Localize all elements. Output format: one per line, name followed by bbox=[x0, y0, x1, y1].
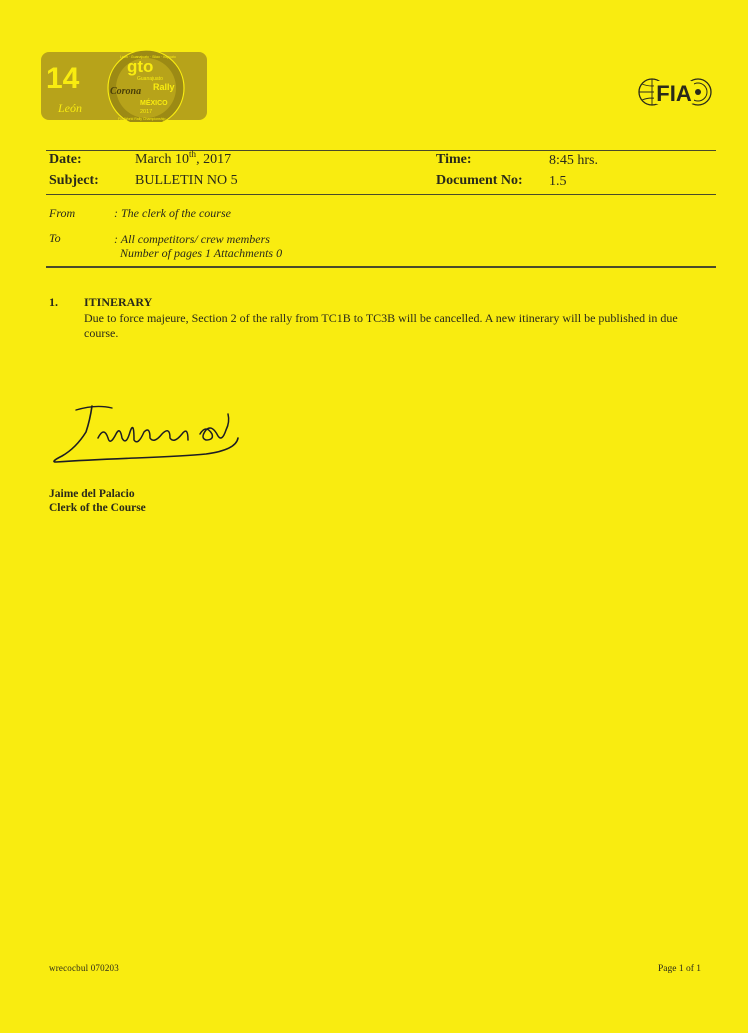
logo-sponsor-text: Corona bbox=[110, 86, 142, 97]
fia-logo-text: FIA bbox=[656, 81, 692, 106]
logo-country-text: MÉXICO bbox=[140, 100, 168, 107]
rally-mexico-logo bbox=[40, 50, 208, 122]
date-suffix: th bbox=[189, 149, 197, 159]
time-value: 8:45 hrs. bbox=[549, 153, 598, 168]
event-city-text: León bbox=[58, 101, 82, 115]
logo-year-text: 2017 bbox=[140, 109, 153, 115]
date-value bbox=[135, 149, 232, 168]
header-middle-rule bbox=[46, 194, 716, 195]
date-year: , 2017 bbox=[196, 152, 232, 167]
handwritten-signature bbox=[46, 398, 246, 473]
to-label: To bbox=[49, 231, 61, 245]
header-top-rule bbox=[46, 150, 716, 151]
logo-rally-text: Rally bbox=[153, 82, 175, 92]
logo-championship-text: FIA World Rally Championship bbox=[118, 117, 166, 121]
from-label: From bbox=[49, 206, 76, 220]
subject-value: BULLETIN NO 5 bbox=[135, 173, 238, 188]
document-number-label: Document No: bbox=[436, 173, 523, 188]
header-bottom-rule bbox=[46, 266, 716, 268]
logo-arc-text: León · Guanajuato · Silao · Irapuato bbox=[120, 55, 176, 59]
pages-attachments-line: Number of pages 1 Attachments 0 bbox=[120, 246, 283, 260]
footer-page-number: Page 1 of 1 bbox=[658, 964, 702, 974]
signatory-role: Clerk of the Course bbox=[49, 502, 146, 514]
footer-reference: wrecocbul 070203 bbox=[49, 963, 119, 973]
fia-logo bbox=[638, 68, 714, 120]
logo-brand-text: gto bbox=[127, 57, 154, 76]
time-label: Time: bbox=[436, 152, 472, 167]
section-body: Due to force majeure, Section 2 of the rally from TC1B to TC3B will be cancelled. A new itinerary will be published in due course. bbox=[84, 311, 678, 340]
date-day: March 10 bbox=[135, 152, 190, 167]
signatory-name: Jaime del Palacio bbox=[49, 488, 135, 500]
logo-brand-sub-text: Guanajuato bbox=[137, 76, 163, 82]
date-label: Date: bbox=[49, 152, 82, 167]
document-number-value: 1.5 bbox=[549, 174, 567, 189]
event-number-text: 14 bbox=[46, 62, 80, 95]
section-number: 1. bbox=[49, 295, 58, 309]
to-value: : All competitors/ crew members bbox=[114, 232, 270, 246]
from-value: : The clerk of the course bbox=[114, 206, 231, 220]
subject-label: Subject: bbox=[49, 173, 99, 188]
section-title: ITINERARY bbox=[84, 295, 153, 309]
